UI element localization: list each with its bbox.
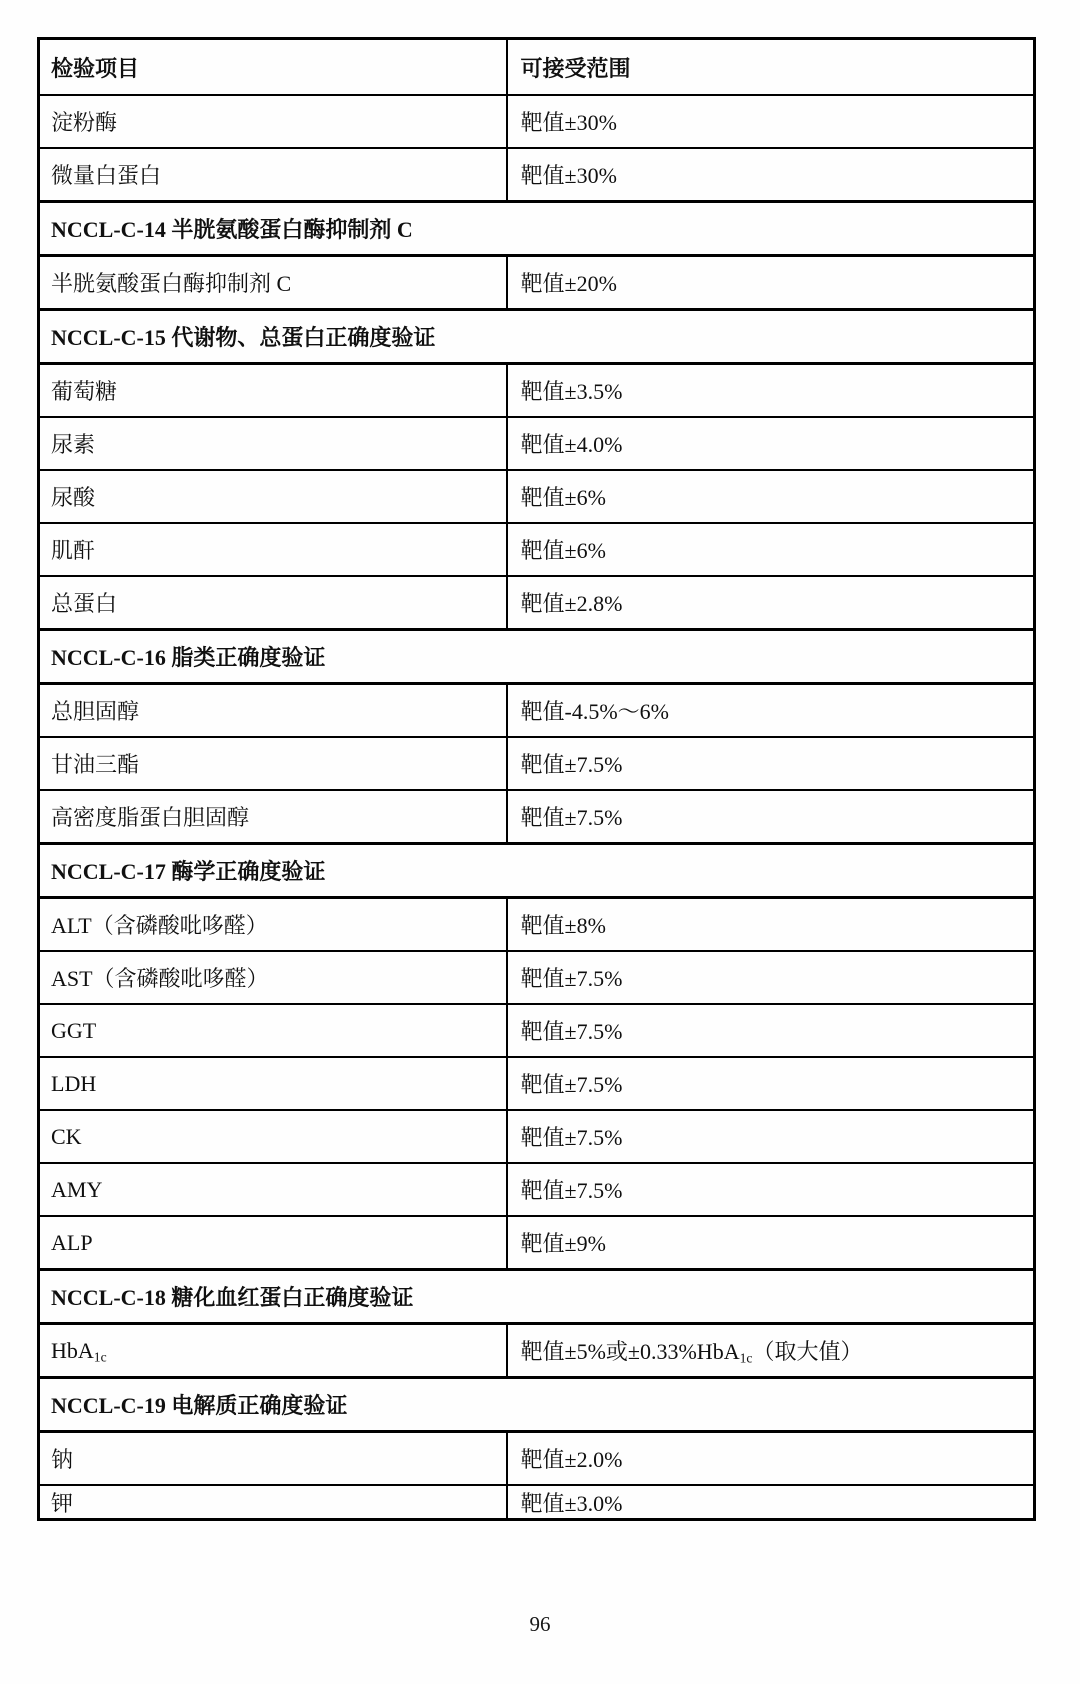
acceptable-range-cell: 靶值-4.5%～6% xyxy=(507,684,1035,738)
test-item-cell: 淀粉酶 xyxy=(39,95,507,148)
table-header-row xyxy=(39,39,1035,96)
table-row xyxy=(39,148,1035,202)
page-number: 96 xyxy=(529,1612,551,1636)
test-item-cell: GGT xyxy=(39,1004,507,1057)
table-row xyxy=(39,951,1035,1004)
section-header-label: NCCL-C-15 代谢物、总蛋白正确度验证 xyxy=(39,310,1035,364)
hba1c-range-part2: （取大值） xyxy=(752,1339,863,1364)
test-item-cell: ALP xyxy=(39,1216,507,1270)
acceptable-range-cell: 靶值±4.0% xyxy=(507,417,1035,470)
test-item-cell: 钾 xyxy=(39,1485,507,1520)
table-row xyxy=(39,256,1035,310)
table-section-row xyxy=(39,844,1035,898)
acceptance-range-table xyxy=(37,37,1036,1521)
acceptable-range-cell: 靶值±2.8% xyxy=(507,576,1035,630)
acceptable-range-cell: 靶值±7.5% xyxy=(507,790,1035,844)
table-section-row xyxy=(39,1270,1035,1324)
test-item-cell: 钠 xyxy=(39,1432,507,1486)
table-row xyxy=(39,1163,1035,1216)
acceptable-range-cell: 靶值±6% xyxy=(507,470,1035,523)
acceptable-range-cell: 靶值±20% xyxy=(507,256,1035,310)
acceptable-range-cell xyxy=(507,1324,1035,1378)
test-item-cell: 葡萄糖 xyxy=(39,364,507,418)
test-item-cell: 总蛋白 xyxy=(39,576,507,630)
table-section-row xyxy=(39,1378,1035,1432)
table-row xyxy=(39,523,1035,576)
hba1c-label: HbA xyxy=(51,1337,94,1363)
acceptable-range-cell: 靶值±6% xyxy=(507,523,1035,576)
acceptable-range-cell: 靶值±2.0% xyxy=(507,1432,1035,1486)
table-row xyxy=(39,1216,1035,1270)
test-item-cell: ALT（含磷酸吡哆醛） xyxy=(39,898,507,952)
test-item-cell: 总胆固醇 xyxy=(39,684,507,738)
test-item-cell: AMY xyxy=(39,1163,507,1216)
acceptable-range-cell: 靶值±30% xyxy=(507,148,1035,202)
column-header-acceptable-range: 可接受范围 xyxy=(507,39,1035,96)
test-item-cell: LDH xyxy=(39,1057,507,1110)
column-header-test-item: 检验项目 xyxy=(39,39,507,96)
section-header-label: NCCL-C-16 脂类正确度验证 xyxy=(39,630,1035,684)
table-row xyxy=(39,790,1035,844)
hba1c-subscript: 1c xyxy=(93,1348,107,1364)
table-row xyxy=(39,737,1035,790)
table-section-row xyxy=(39,202,1035,256)
table-row xyxy=(39,1057,1035,1110)
table-row xyxy=(39,1485,1035,1520)
test-item-cell xyxy=(39,1324,507,1378)
acceptable-range-cell: 靶值±7.5% xyxy=(507,737,1035,790)
test-item-cell: AST（含磷酸吡哆醛） xyxy=(39,951,507,1004)
test-item-cell: 高密度脂蛋白胆固醇 xyxy=(39,790,507,844)
acceptable-range-cell: 靶值±7.5% xyxy=(507,1163,1035,1216)
section-header-label: NCCL-C-17 酶学正确度验证 xyxy=(39,844,1035,898)
acceptable-range-cell: 靶值±3.0% xyxy=(507,1485,1035,1520)
test-item-cell: 甘油三酯 xyxy=(39,737,507,790)
hba1c-range-part1: 靶值±5%或±0.33%HbA xyxy=(520,1339,740,1364)
table-row xyxy=(39,1110,1035,1163)
acceptable-range-cell: 靶值±7.5% xyxy=(507,1004,1035,1057)
table-row xyxy=(39,364,1035,418)
test-item-cell: 尿素 xyxy=(39,417,507,470)
table-row-hba1c xyxy=(39,1324,1035,1378)
acceptable-range-cell: 靶值±8% xyxy=(507,898,1035,952)
table-row xyxy=(39,898,1035,952)
test-item-cell: CK xyxy=(39,1110,507,1163)
acceptable-range-cell: 靶值±7.5% xyxy=(507,1110,1035,1163)
section-header-label: NCCL-C-18 糖化血红蛋白正确度验证 xyxy=(39,1270,1035,1324)
acceptable-range-cell: 靶值±3.5% xyxy=(507,364,1035,418)
table-section-row xyxy=(39,630,1035,684)
table-row xyxy=(39,417,1035,470)
table-row xyxy=(39,95,1035,148)
acceptable-range-cell: 靶值±7.5% xyxy=(507,951,1035,1004)
table-row xyxy=(39,1004,1035,1057)
test-item-cell: 半胱氨酸蛋白酶抑制剂 C xyxy=(39,256,507,310)
table-row xyxy=(39,1432,1035,1486)
table-row xyxy=(39,684,1035,738)
section-header-label: NCCL-C-14 半胱氨酸蛋白酶抑制剂 C xyxy=(39,202,1035,256)
test-item-cell: 肌酐 xyxy=(39,523,507,576)
acceptable-range-cell: 靶值±30% xyxy=(507,95,1035,148)
test-item-cell: 微量白蛋白 xyxy=(39,148,507,202)
table-row xyxy=(39,470,1035,523)
table-section-row xyxy=(39,310,1035,364)
acceptable-range-cell: 靶值±9% xyxy=(507,1216,1035,1270)
test-item-cell: 尿酸 xyxy=(39,470,507,523)
hba1c-range-subscript: 1c xyxy=(739,1350,753,1366)
table-row xyxy=(39,576,1035,630)
acceptable-range-cell: 靶值±7.5% xyxy=(507,1057,1035,1110)
section-header-label: NCCL-C-19 电解质正确度验证 xyxy=(39,1378,1035,1432)
